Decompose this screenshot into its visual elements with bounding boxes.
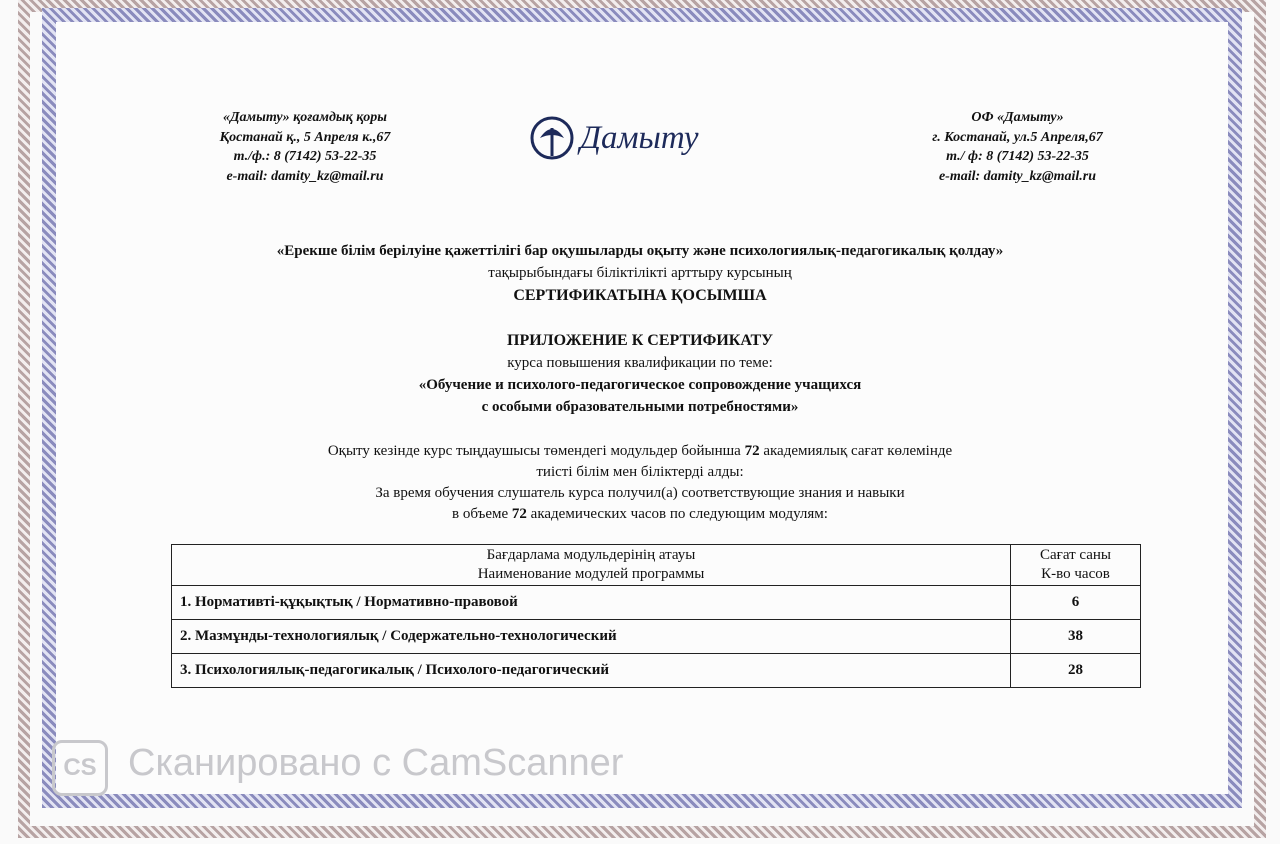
camscanner-text: Сканировано с CamScanner [128,742,624,784]
kz-body-post: академиялық сағат көлемінде [759,443,953,459]
hours-header-ru: К-во часов [1041,566,1110,582]
kz-course-subtitle: тақырыбындағы біліктілікті арттыру курсының [488,265,792,281]
ru-body-line-2 [0,506,1280,523]
damytu-logo [528,112,728,168]
header-right-line-4: e-mail: damity_kz@mail.ru [938,168,1097,184]
header-right-line-2: г. Костанай, ул.5 Апреля,67 [932,129,1103,145]
header-right-line-3: т./ ф: 8 (7142) 53-22-35 [946,149,1089,164]
header-right-ru [895,108,1140,186]
damytu-emblem-icon [528,114,578,164]
header-left-line-1: «Дамыту» қоғамдық қоры [222,110,388,125]
header-left-line-3: т./ф.: 8 (7142) 53-22-35 [233,149,377,164]
table-row [172,620,1141,654]
kz-body-line-2: тиісті білім мен біліктерді алды: [536,464,744,480]
modules-table [171,544,1141,688]
hours-header [1011,545,1141,586]
ru-body-post: академических часов по следующим модулям: [526,506,828,522]
module-hours: 6 [1011,586,1141,620]
camscanner-logo-icon: CS [52,740,108,796]
header-left-line-4: e-mail: damity_kz@mail.ru [226,168,384,184]
module-name-header [172,545,1011,586]
module-name-header-ru: Наименование модулей программы [477,566,705,582]
kz-heading: СЕРТИФИКАТЫНА ҚОСЫМША [513,287,767,304]
header-left-kz [175,108,435,186]
header-right-line-1: ОФ «Дамыту» [971,110,1064,125]
hours-header-kz: Сағат саны [1040,547,1111,563]
ru-body-line-1: За время обучения слушатель курса получил(а) соответствующие знания и навыки [375,485,905,501]
logo-text: Дамыту [580,120,699,156]
header-left-line-2: Қостанай қ., 5 Апреля к.,67 [219,129,391,145]
module-name: 1. Нормативті-құқықтық / Нормативно-правовой [172,586,1011,620]
kz-body-line-1 [0,443,1280,460]
camscanner-watermark [52,740,752,800]
kz-body-pre: Оқыту кезінде курс тыңдаушысы төмендегі модульдер бойынша [327,443,745,459]
ru-hours-value: 72 [511,506,527,522]
ru-heading: ПРИЛОЖЕНИЕ К СЕРТИФИКАТУ [507,332,773,349]
module-name: 2. Мазмұнды-технологиялық / Содержательно-технологический [172,620,1011,654]
table-row [172,586,1141,620]
module-name-header-kz: Бағдарлама модульдерінің атауы [486,547,696,563]
kz-hours-value: 72 [744,443,760,459]
module-hours: 28 [1011,654,1141,688]
ru-course-title-line-2: с особыми образовательными потребностями» [481,399,799,415]
ru-body-pre: в объеме [452,506,512,522]
table-header-row [172,545,1141,586]
kz-course-title: «Ерекше білім берілуіне қажеттілігі бар оқушыларды оқыту және психологиялық-педагогикалық қолдау» [276,243,1004,259]
table-row [172,654,1141,688]
module-hours: 38 [1011,620,1141,654]
ru-subtitle: курса повышения квалификации по теме: [507,355,773,371]
ru-course-title-line-1: «Обучение и психолого-педагогическое сопровождение учащихся [418,377,862,393]
module-name: 3. Психологиялық-педагогикалық / Психолого-педагогический [172,654,1011,688]
